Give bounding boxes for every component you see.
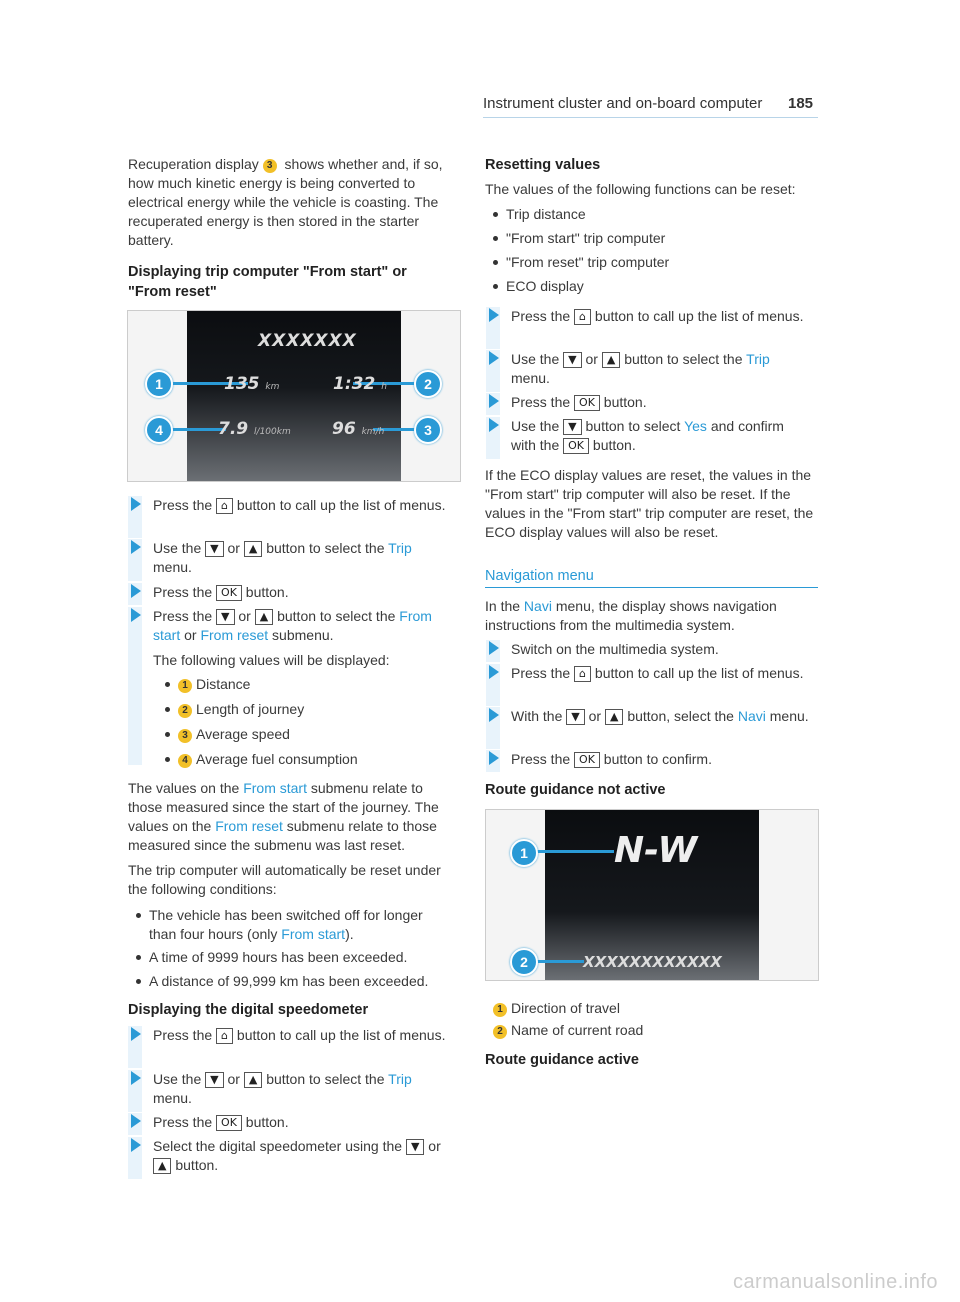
step-text: button.: [592, 437, 636, 453]
step-text: or: [585, 351, 598, 367]
step-text: button.: [175, 1157, 219, 1173]
reset-conditions-paragraph: The trip computer will automatically be reset under the following conditions:: [128, 862, 441, 897]
callout-4: 4: [145, 416, 173, 444]
step-text: button.: [245, 1114, 289, 1130]
bullet-dot: [136, 955, 141, 960]
section-rule: [485, 587, 818, 588]
condition-text: ).: [345, 926, 354, 942]
consumption-value: [218, 419, 291, 439]
reset-item-text: "From reset" trip computer: [506, 254, 670, 270]
bullet-dot: [136, 913, 141, 918]
heading-digital-speedometer: Displaying the digital speedometer: [128, 1002, 369, 1018]
para-text: menu, the display shows navigation instructions from the multimedia system.: [485, 598, 777, 633]
step-switch-on: [486, 640, 806, 662]
consumption-unit: l/100km: [254, 427, 291, 437]
ok-key-icon: OK: [216, 585, 242, 601]
bullet-dot: [493, 260, 498, 265]
distance-unit: km: [265, 382, 280, 392]
down-key-icon: ▼: [205, 1072, 223, 1088]
step-text: button to select: [585, 418, 681, 434]
distance-number: 135: [224, 374, 260, 394]
step-note: The following values will be displayed:: [153, 652, 390, 668]
step-text: submenu.: [272, 627, 334, 643]
value-label: Average speed: [196, 726, 290, 742]
heading-resetting-values: Resetting values: [485, 157, 601, 173]
step-call-menu: [128, 496, 448, 538]
step-text: Press the: [511, 308, 571, 324]
step-text: Press the: [153, 1114, 213, 1130]
callout-1: 1: [510, 839, 538, 867]
step-text: menu.: [769, 708, 809, 724]
step-arrow-icon: [489, 751, 499, 765]
step-text: Press the: [511, 394, 571, 410]
step-text: button, select the: [627, 708, 734, 724]
step-text: or: [588, 708, 602, 724]
step-arrow-icon: [131, 540, 141, 554]
running-header: Instrument cluster and on-board computer: [483, 95, 763, 112]
step-text: button to call up the list of menus.: [594, 665, 804, 681]
ok-key-icon: OK: [574, 395, 600, 411]
step-arrow-icon: [131, 584, 141, 598]
condition-text: A time of 9999 hours has been exceeded.: [149, 949, 408, 965]
callout-line: [526, 850, 614, 853]
legend-number: 1: [493, 1003, 507, 1017]
speed-unit: km/h: [361, 427, 385, 437]
home-key-icon: ⌂: [574, 309, 591, 325]
legend-number: 2: [493, 1025, 507, 1039]
step-text: Use the: [153, 1071, 202, 1087]
submenu-paragraph: [128, 779, 458, 855]
down-key-icon: ▼: [563, 352, 581, 368]
recuperation-paragraph: [128, 155, 458, 250]
down-key-icon: ▼: [205, 541, 223, 557]
step-text: button to select the: [266, 540, 385, 556]
submenu-name: From start: [243, 780, 307, 796]
step-arrow-icon: [489, 708, 499, 722]
ok-key-icon: OK: [216, 1115, 242, 1131]
watermark: carmanualsonline.info: [732, 1271, 938, 1293]
resetting-intro: The values of the following functions can be reset:: [485, 181, 796, 197]
time-number: 1:32: [333, 374, 376, 394]
step-arrow-icon: [489, 641, 499, 655]
step-text: Press the: [153, 497, 213, 513]
step-text: button to call up the list of menus.: [594, 308, 804, 324]
step-text: button.: [245, 584, 289, 600]
step-arrow-icon: [489, 665, 499, 679]
step-text: button to select the: [624, 351, 743, 367]
navigation-figure: [485, 809, 819, 981]
step-confirm: [486, 750, 806, 772]
submenu-name: From reset: [215, 818, 283, 834]
step-call-menu: [486, 664, 806, 706]
step-arrow-icon: [131, 497, 141, 511]
step-text: Press the: [511, 751, 571, 767]
road-name-text: XXXXXXXXXXXX: [583, 953, 722, 971]
step-text: or: [238, 608, 251, 624]
intro-text-b: shows whether and, if so, how much kinetic energy is being converted to electrical energy while the vehicle is coasting. The recuperated energy is then stored in the starter battery.: [128, 156, 443, 248]
value-number: 4: [178, 754, 192, 768]
bullet-dot: [165, 682, 170, 687]
time-value: [333, 374, 387, 394]
step-text: With the: [511, 708, 563, 724]
home-key-icon: ⌂: [216, 498, 233, 514]
up-key-icon: ▲: [255, 609, 273, 625]
step-text: or: [184, 627, 197, 643]
distance-value: [224, 374, 279, 394]
down-key-icon: ▼: [566, 709, 584, 725]
down-key-icon: ▼: [216, 609, 234, 625]
callout-2: 2: [414, 370, 442, 398]
callout-number: 3: [263, 159, 277, 173]
display-title: XXXXXXX: [258, 331, 357, 351]
step-text: Use the: [153, 540, 202, 556]
header-rule: [483, 117, 818, 118]
reset-item-text: "From start" trip computer: [506, 230, 666, 246]
step-arrow-icon: [131, 1071, 141, 1085]
para-text: The values on the: [128, 780, 240, 796]
step-select-navi: [486, 707, 809, 749]
step-arrow-icon: [489, 351, 499, 365]
step-arrow-icon: [489, 308, 499, 322]
step-text: button to call up the list of menus.: [236, 1027, 446, 1043]
section-navigation-menu: Navigation menu: [485, 568, 594, 584]
callout-2: 2: [510, 948, 538, 976]
value-label: Distance: [196, 676, 251, 692]
bullet-dot: [165, 757, 170, 762]
step-text: Press the: [153, 584, 213, 600]
menu-name: Trip: [746, 351, 770, 367]
up-key-icon: ▲: [244, 1072, 262, 1088]
step-press-ok: [128, 583, 448, 605]
step-press-ok: [486, 393, 806, 415]
home-key-icon: ⌂: [216, 1028, 233, 1044]
value-label: Average fuel consumption: [196, 751, 358, 767]
direction-text: N-W: [614, 830, 698, 871]
legend-text: Direction of travel: [511, 1000, 620, 1016]
submenu-name: From start: [153, 608, 432, 643]
bullet-dot: [165, 707, 170, 712]
menu-name: Trip: [388, 540, 412, 556]
step-text: button.: [603, 394, 647, 410]
legend-item: [493, 1021, 643, 1040]
up-key-icon: ▲: [244, 541, 262, 557]
callout-1: 1: [145, 370, 173, 398]
up-key-icon: ▲: [153, 1158, 171, 1174]
step-select-trip: [128, 539, 448, 581]
speed-value: [332, 419, 384, 439]
step-text: button to select the: [266, 1071, 385, 1087]
step-text: menu.: [511, 370, 550, 386]
heading-route-not-active: Route guidance not active: [485, 782, 666, 798]
step-text: Use the: [511, 418, 560, 434]
step-select-submenu: [128, 607, 448, 765]
step-text: or: [227, 1071, 240, 1087]
step-text: Press the: [511, 665, 571, 681]
ok-key-icon: OK: [574, 752, 600, 768]
menu-name: Navi: [737, 708, 766, 724]
step-bar: [128, 607, 142, 765]
step-arrow-icon: [489, 418, 499, 432]
step-arrow-icon: [131, 1114, 141, 1128]
step-arrow-icon: [131, 1027, 141, 1041]
time-unit: h: [381, 382, 387, 392]
navigation-intro: [485, 597, 815, 635]
step-text: menu.: [153, 1090, 192, 1106]
step-text: or: [227, 540, 240, 556]
value-number: 2: [178, 704, 192, 718]
para-text: submenu relate to those measured since the start of the journey. The values on the: [128, 780, 439, 834]
step-text: Press the: [153, 608, 213, 624]
step-call-menu: [128, 1026, 448, 1068]
para-text: In the: [485, 598, 521, 614]
step-arrow-icon: [131, 1138, 141, 1152]
down-key-icon: ▼: [406, 1139, 424, 1155]
step-text: button to confirm.: [603, 751, 712, 767]
menu-name: Navi: [523, 598, 552, 614]
step-text: Switch on the multimedia system.: [511, 641, 719, 657]
bullet-dot: [136, 979, 141, 984]
step-text: button to call up the list of menus.: [236, 497, 446, 513]
step-text: menu.: [153, 559, 192, 575]
step-text: button to select the: [277, 608, 396, 624]
step-select-trip: [486, 350, 806, 392]
value-number: 1: [178, 679, 192, 693]
up-key-icon: ▲: [605, 709, 623, 725]
trip-computer-figure: [127, 310, 461, 482]
heading-trip-computer: Displaying trip computer "From start" or "From reset": [128, 264, 407, 300]
submenu-name: From start: [281, 926, 346, 942]
step-text: Use the: [511, 351, 560, 367]
step-confirm-yes: [486, 417, 806, 459]
para-text: submenu relate to those measured since the submenu was last reset.: [128, 818, 437, 853]
bullet-dot: [493, 212, 498, 217]
submenu-name: From reset: [200, 627, 269, 643]
step-arrow-icon: [489, 394, 499, 408]
legend-item: [493, 999, 620, 1018]
step-text: Press the: [153, 1027, 213, 1043]
option-yes: Yes: [684, 418, 707, 434]
bullet-dot: [165, 732, 170, 737]
bullet-dot: [493, 236, 498, 241]
up-key-icon: ▲: [602, 352, 620, 368]
callout-3: 3: [414, 416, 442, 444]
menu-name: Trip: [388, 1071, 412, 1087]
legend-text: Name of current road: [511, 1022, 644, 1038]
speed-number: 96: [332, 419, 356, 439]
eco-reset-paragraph: If the ECO display values are reset, the values in the "From start" trip computer will also be reset. If the values in the "From start" trip computer are reset, the ECO display values will also be reset.: [485, 467, 814, 540]
reset-item-text: ECO display: [506, 278, 584, 294]
step-text: and confirm with the: [511, 418, 784, 453]
condition-text: The vehicle has been switched off for longer than four hours (only: [149, 907, 423, 942]
ok-key-icon: OK: [563, 438, 589, 454]
condition-text: A distance of 99,999 km has been exceeded.: [149, 973, 429, 989]
bullet-dot: [493, 284, 498, 289]
step-call-menu: [486, 307, 806, 349]
consumption-number: 7.9: [218, 419, 249, 439]
step-press-ok: [128, 1113, 448, 1135]
step-arrow-icon: [131, 608, 141, 622]
intro-text-a: Recuperation display: [128, 156, 259, 172]
page-number: 185: [788, 95, 814, 112]
step-text: Select the digital speedometer using the: [153, 1138, 403, 1154]
step-select-speedometer: [128, 1137, 448, 1179]
step-text: or: [428, 1138, 441, 1154]
home-key-icon: ⌂: [574, 666, 591, 682]
value-number: 3: [178, 729, 192, 743]
reset-item-text: Trip distance: [506, 206, 586, 222]
step-select-trip: [128, 1070, 448, 1112]
value-label: Length of journey: [196, 701, 305, 717]
heading-route-active: Route guidance active: [485, 1052, 639, 1068]
down-key-icon: ▼: [563, 419, 581, 435]
